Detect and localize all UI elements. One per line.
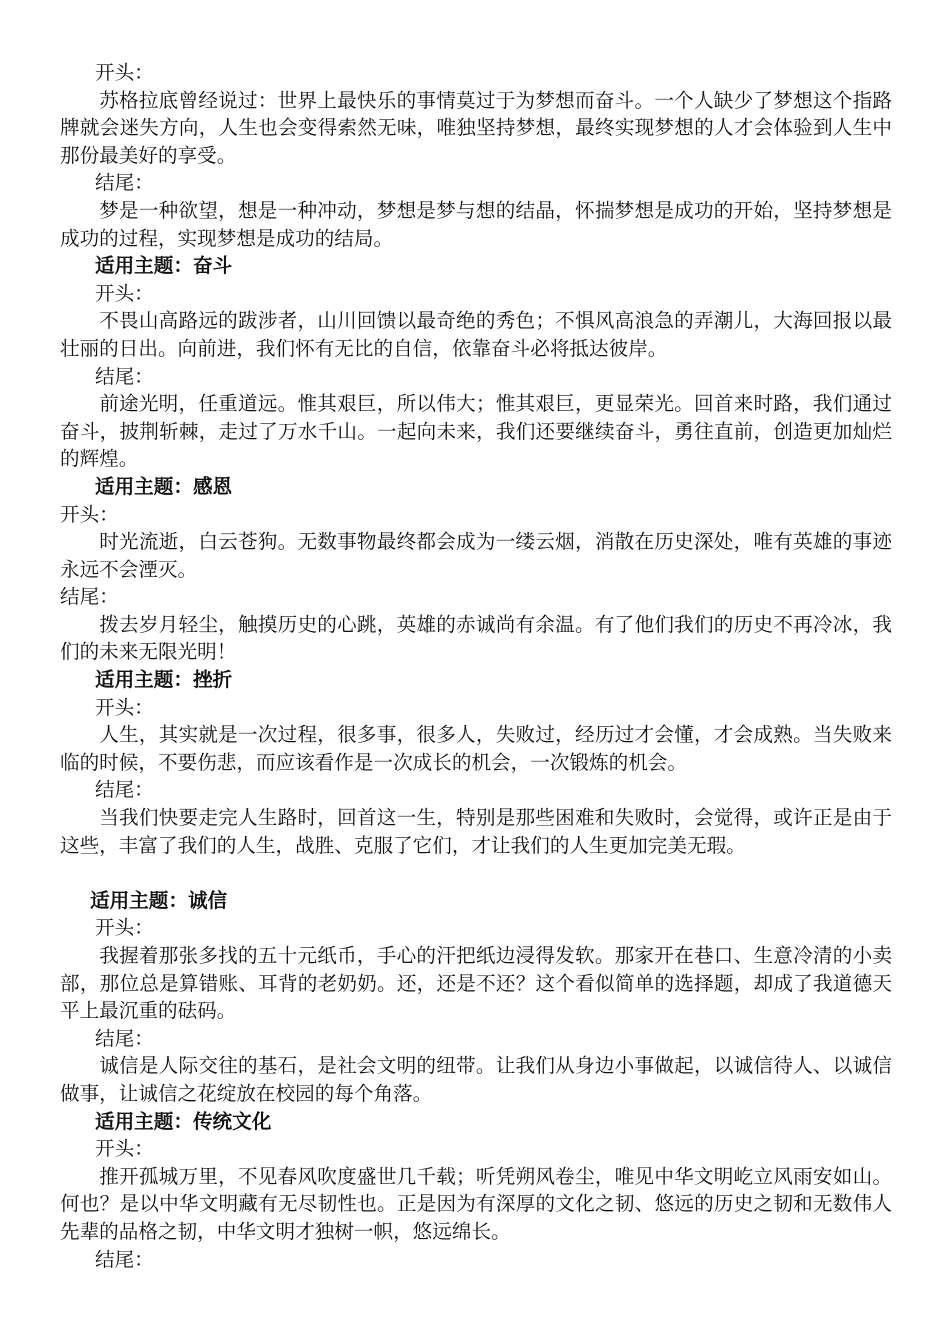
ending-label: 结尾：: [95, 171, 154, 195]
ending-label: 结尾：: [60, 585, 119, 609]
opening-paragraph: 不畏山高路远的跋涉者，山川回馈以最奇绝的秀色；不惧风高浪急的弄潮儿，大海回报以最壮丽的日出。向前进，我们怀有无比的自信，依靠奋斗必将抵达彼岸。: [60, 309, 892, 360]
opening-label: 开头：: [95, 61, 154, 84]
opening-paragraph: 我握着那张多找的五十元纸币，手心的汗把纸边浸得发软。那家开在巷口、生意冷清的小卖部，那位总是算错账、耳背的老奶奶。还，还是不还？这个看似简单的选择题，却成了我道德天平上最沉重的砝码。: [60, 944, 892, 1023]
blank-line: [60, 859, 892, 887]
section-heading: 适用主题：传统文化: [95, 1109, 272, 1133]
document-page: [60, 59, 892, 1273]
ending-paragraph: 当我们快要走完人生路时，回首这一生，特别是那些困难和失败时，会觉得，或许正是由于这些，丰富了我们的人生，战胜、克服了它们，才让我们的人生更加完美无瑕。: [60, 806, 892, 857]
ending-label: 结尾：: [95, 1026, 154, 1050]
opening-label: 开头：: [60, 502, 119, 526]
section-heading: 适用主题：挫折: [95, 668, 233, 692]
section-heading: 适用主题：诚信: [90, 888, 228, 912]
opening-label: 开头：: [95, 281, 154, 305]
ending-paragraph: 前途光明，任重道远。惟其艰巨，所以伟大；惟其艰巨，更显荣光。回首来时路，我们通过奋斗，披荆斩棘，走过了万水千山。一起向未来，我们还要继续奋斗，勇往直前，创造更加灿烂的辉煌。: [60, 392, 892, 471]
opening-label: 开头：: [95, 1137, 154, 1161]
ending-label: 结尾：: [95, 778, 154, 802]
opening-paragraph: 人生，其实就是一次过程，很多事，很多人，失败过，经历过才会懂，才会成熟。当失败来临的时候，不要伤悲，而应该看作是一次成长的机会，一次锻炼的机会。: [60, 723, 892, 774]
opening-label: 开头：: [95, 916, 154, 940]
section-heading: 适用主题：奋斗: [95, 254, 233, 278]
section-heading: 适用主题：感恩: [95, 474, 233, 498]
opening-label: 开头：: [95, 695, 154, 719]
ending-label: 结尾：: [95, 1247, 154, 1271]
ending-paragraph: 诚信是人际交往的基石，是社会文明的纽带。让我们从身边小事做起，以诚信待人、以诚信做事，让诚信之花绽放在校园的每个角落。: [60, 1054, 892, 1105]
ending-paragraph: 拨去岁月轻尘，触摸历史的心跳，英雄的赤诚尚有余温。有了他们我们的历史不再冷冰，我们的未来无限光明！: [60, 612, 892, 664]
opening-paragraph: 时光流逝，白云苍狗。无数事物最终都会成为一缕云烟，消散在历史深处，唯有英雄的事迹永远不会湮灭。: [60, 530, 892, 581]
opening-paragraph: 苏格拉底曾经说过：世界上最快乐的事情莫过于为梦想而奋斗。一个人缺少了梦想这个指路牌就会迷失方向，人生也会变得索然无味，唯独坚持梦想，最终实现梦想的人才会体验到人生中那份最美好的享受。: [60, 88, 892, 167]
opening-paragraph: 推开孤城万里，不见春风吹度盛世几千载；听凭朔风卷尘，唯见中华文明屹立风雨安如山。何也？是以中华文明藏有无尽韧性也。正是因为有深厚的文化之韧、悠远的历史之韧和无数伟人先辈的品格之韧，中华文明才独树一帜，悠远绵长。: [60, 1164, 892, 1243]
ending-paragraph: 梦是一种欲望，想是一种冲动，梦想是梦与想的结晶，怀揣梦想是成功的开始，坚持梦想是成功的过程，实现梦想是成功的结局。: [60, 198, 892, 250]
ending-label: 结尾：: [95, 364, 154, 388]
